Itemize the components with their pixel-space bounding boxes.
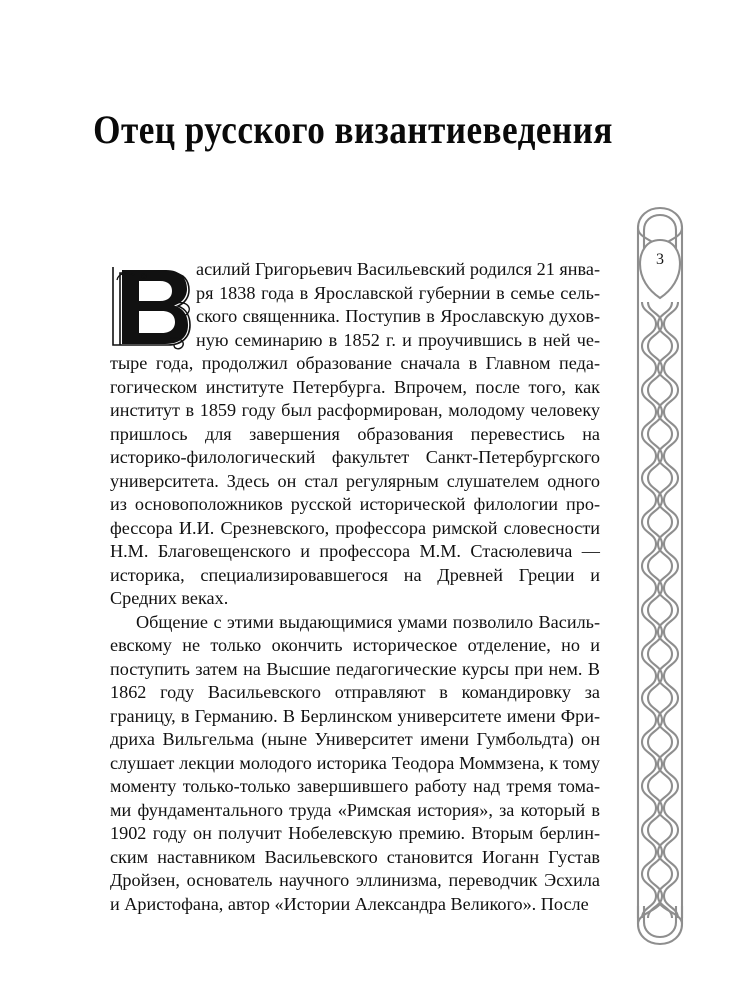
ornamental-drop-cap-icon [110,261,192,351]
paragraph-2 [110,611,600,917]
body-text-column [110,258,600,916]
paragraph-2-text: Общение с этими выдающимися умами позволило Васильевскому не только окончить историческое отделение, но и поступить затем на Высшие педагогические курсы при нем. В 1862 году Васильевского отправляют в командировку за границу, в Германию. В Берлинском университете имени Фридриха Вильгельма (ныне Университет имени Гумбольдта) он слушает лекции молодого историка Теодора Моммзена, к тому моменту только-только завершившего работу над тремя томами фундаментального труда «Римская история», за который в 1902 году он получит Нобелевскую премию. Вторым берлинским наставником Васильевского становится Иоганн Густав Дройзен, основатель научного эллинизма, переводчик Эсхила и Аристофана, автор «Истории Александра Великого». После [110,611,600,914]
paragraph-1-text: асилий Григорьевич Васильевский родился 21 января 1838 года в Ярославской губернии в семье сельского священника. Поступив в Ярославскую духовную семинарию в 1852 г. и проучившись в ней четыре года, продолжил образование сначала в Главном педагогическом институте Петербурга. Впрочем, после того, как институт в 1859 году был расформирован, молодому человеку пришлось для завершения образования перевестись на историко-филологический факультет Санкт-Петербургского университета. Здесь он стал регулярным слушателем одного из основоположников русской исторической филологии профессора И.И. Срезневского, профессора римской словесности Н.М. Благовещенского и профессора М.М. Стасюлевича — историка, специализировавшегося на Древней Греции и Средних веках. [110,259,600,608]
celtic-knot-border-icon [634,206,686,948]
paragraph-1 [110,258,600,611]
page-title: Отец русского византиеведения [93,107,613,152]
page-number: 3 [656,251,664,268]
